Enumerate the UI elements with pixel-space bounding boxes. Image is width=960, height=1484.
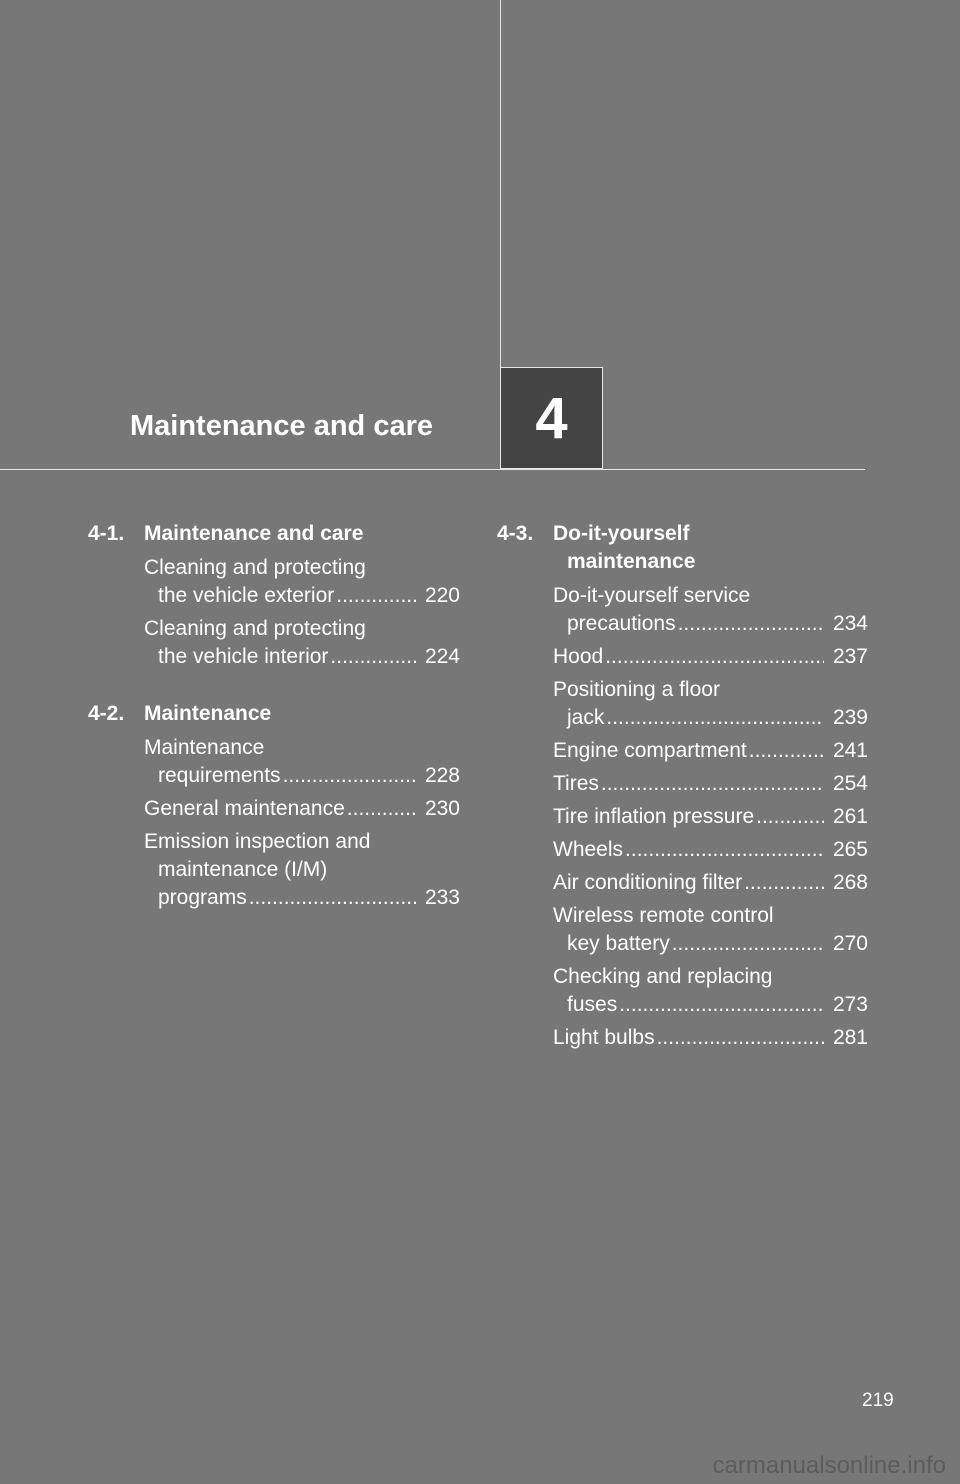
divider-horizontal [0, 469, 865, 470]
toc-entry-row [553, 704, 868, 732]
toc-entry-text: Wireless remote control [553, 904, 774, 927]
divider-vertical [500, 0, 501, 368]
toc-left-column [88, 520, 460, 917]
toc-page-number: 234 [832, 612, 868, 635]
toc-entry-row [553, 737, 868, 765]
toc-entry[interactable] [88, 615, 460, 671]
toc-entry-text: maintenance (I/M) [158, 858, 328, 881]
toc-page-number: 241 [832, 739, 868, 762]
toc-entry[interactable] [497, 737, 868, 765]
section-title [553, 520, 868, 576]
section-title [144, 520, 460, 548]
toc-entry-row [553, 610, 868, 638]
dot-leader [657, 1024, 824, 1052]
toc-entry-text: Hood [553, 645, 604, 668]
toc-entry-row [553, 1024, 868, 1052]
toc-page-number: 268 [832, 871, 868, 894]
toc-entry-text: jack [567, 706, 605, 729]
toc-entry-text: precautions [567, 612, 676, 635]
toc-entry[interactable] [497, 902, 868, 958]
toc-entry[interactable] [497, 582, 868, 638]
dot-leader [756, 803, 824, 831]
section-title [144, 700, 460, 728]
section-title-line: Maintenance and care [144, 522, 364, 545]
toc-entry-row [144, 643, 460, 671]
toc-entry[interactable] [88, 734, 460, 790]
toc-right-column [497, 520, 868, 1057]
dot-leader [601, 770, 824, 798]
toc-entry-text: Tire inflation pressure [553, 805, 755, 828]
dot-leader [605, 643, 824, 671]
chapter-number-tab [500, 367, 603, 469]
dot-leader [347, 795, 416, 823]
toc-page-number: 237 [832, 645, 868, 668]
toc-entry-text: key battery [567, 932, 670, 955]
dot-leader [330, 643, 416, 671]
section-number: 4-2. [88, 702, 125, 725]
section-title-line: maintenance [567, 550, 696, 573]
toc-page-number: 233 [424, 886, 460, 909]
section-title-line: Do-it-yourself [553, 522, 690, 545]
section-title-line: Maintenance [144, 702, 272, 725]
toc-page-number: 270 [832, 932, 868, 955]
toc-entry[interactable] [497, 963, 868, 1019]
toc-entry-text: Cleaning and protecting [144, 556, 366, 579]
toc-entry-text: Air conditioning filter [553, 871, 743, 894]
toc-page-number: 239 [832, 706, 868, 729]
dot-leader [744, 869, 824, 897]
dot-leader [606, 704, 824, 732]
toc-entry-text: General maintenance [144, 797, 345, 820]
dot-leader [672, 930, 824, 958]
section-heading [497, 520, 868, 576]
section-number: 4-3. [497, 522, 534, 545]
toc-entry-text: Light bulbs [553, 1026, 655, 1049]
toc-entry-text: Positioning a floor [553, 678, 720, 701]
dot-leader [283, 762, 416, 790]
toc-entry-row [144, 762, 460, 790]
toc-entry-row [144, 582, 460, 610]
toc-entry-row [553, 803, 868, 831]
toc-entry-row [144, 884, 460, 912]
toc-entry-row [553, 770, 868, 798]
toc-entry-text: Tires [553, 772, 599, 795]
toc-page-number: 265 [832, 838, 868, 861]
toc-entry-row [553, 991, 868, 1019]
dot-leader [619, 991, 824, 1019]
chapter-number: 4 [535, 385, 568, 451]
section-spacer [88, 676, 460, 700]
toc-entry-text: requirements [158, 764, 281, 787]
section-heading [88, 520, 460, 548]
toc-entry-row [144, 795, 460, 823]
toc-entry-text: fuses [567, 993, 618, 1016]
toc-entry-text: programs [158, 886, 247, 909]
toc-entry-text: Do-it-yourself service [553, 584, 751, 607]
page-number: 219 [862, 1390, 894, 1411]
toc-entry-row [553, 643, 868, 671]
toc-entry-row [553, 869, 868, 897]
toc-page-number: 273 [832, 993, 868, 1016]
toc-entry[interactable] [497, 676, 868, 732]
dot-leader [749, 737, 824, 765]
toc-entry-text: the vehicle interior [158, 645, 329, 668]
toc-entry[interactable] [497, 836, 868, 864]
toc-entry-text: Maintenance [144, 736, 265, 759]
toc-entry[interactable] [88, 795, 460, 823]
chapter-title: Maintenance and care [130, 410, 433, 442]
watermark: carmanualsonline.info [712, 1452, 946, 1479]
toc-entry-text: the vehicle exterior [158, 584, 335, 607]
toc-page-number: 228 [424, 764, 460, 787]
toc-entry[interactable] [497, 643, 868, 671]
toc-page-number: 220 [424, 584, 460, 607]
toc-page-number: 230 [424, 797, 460, 820]
toc-page-number: 254 [832, 772, 868, 795]
toc-entry-row [553, 930, 868, 958]
toc-entry[interactable] [497, 869, 868, 897]
toc-entry-text: Engine compartment [553, 739, 747, 762]
toc-entry[interactable] [88, 554, 460, 610]
toc-page-number: 261 [832, 805, 868, 828]
toc-entry[interactable] [497, 770, 868, 798]
toc-page-number: 224 [424, 645, 460, 668]
dot-leader [678, 610, 824, 638]
toc-entry[interactable] [88, 828, 460, 912]
toc-entry-text: Cleaning and protecting [144, 617, 366, 640]
dot-leader [249, 884, 416, 912]
section-number: 4-1. [88, 522, 125, 545]
toc-entry[interactable] [497, 1024, 868, 1052]
toc-entry-row [553, 836, 868, 864]
toc-entry[interactable] [497, 803, 868, 831]
dot-leader [336, 582, 416, 610]
section-heading [88, 700, 460, 728]
toc-entry-text: Emission inspection and [144, 830, 371, 853]
toc-entry-text: Wheels [553, 838, 624, 861]
toc-page-number: 281 [832, 1026, 868, 1049]
dot-leader [625, 836, 824, 864]
toc-entry-text: Checking and replacing [553, 965, 773, 988]
